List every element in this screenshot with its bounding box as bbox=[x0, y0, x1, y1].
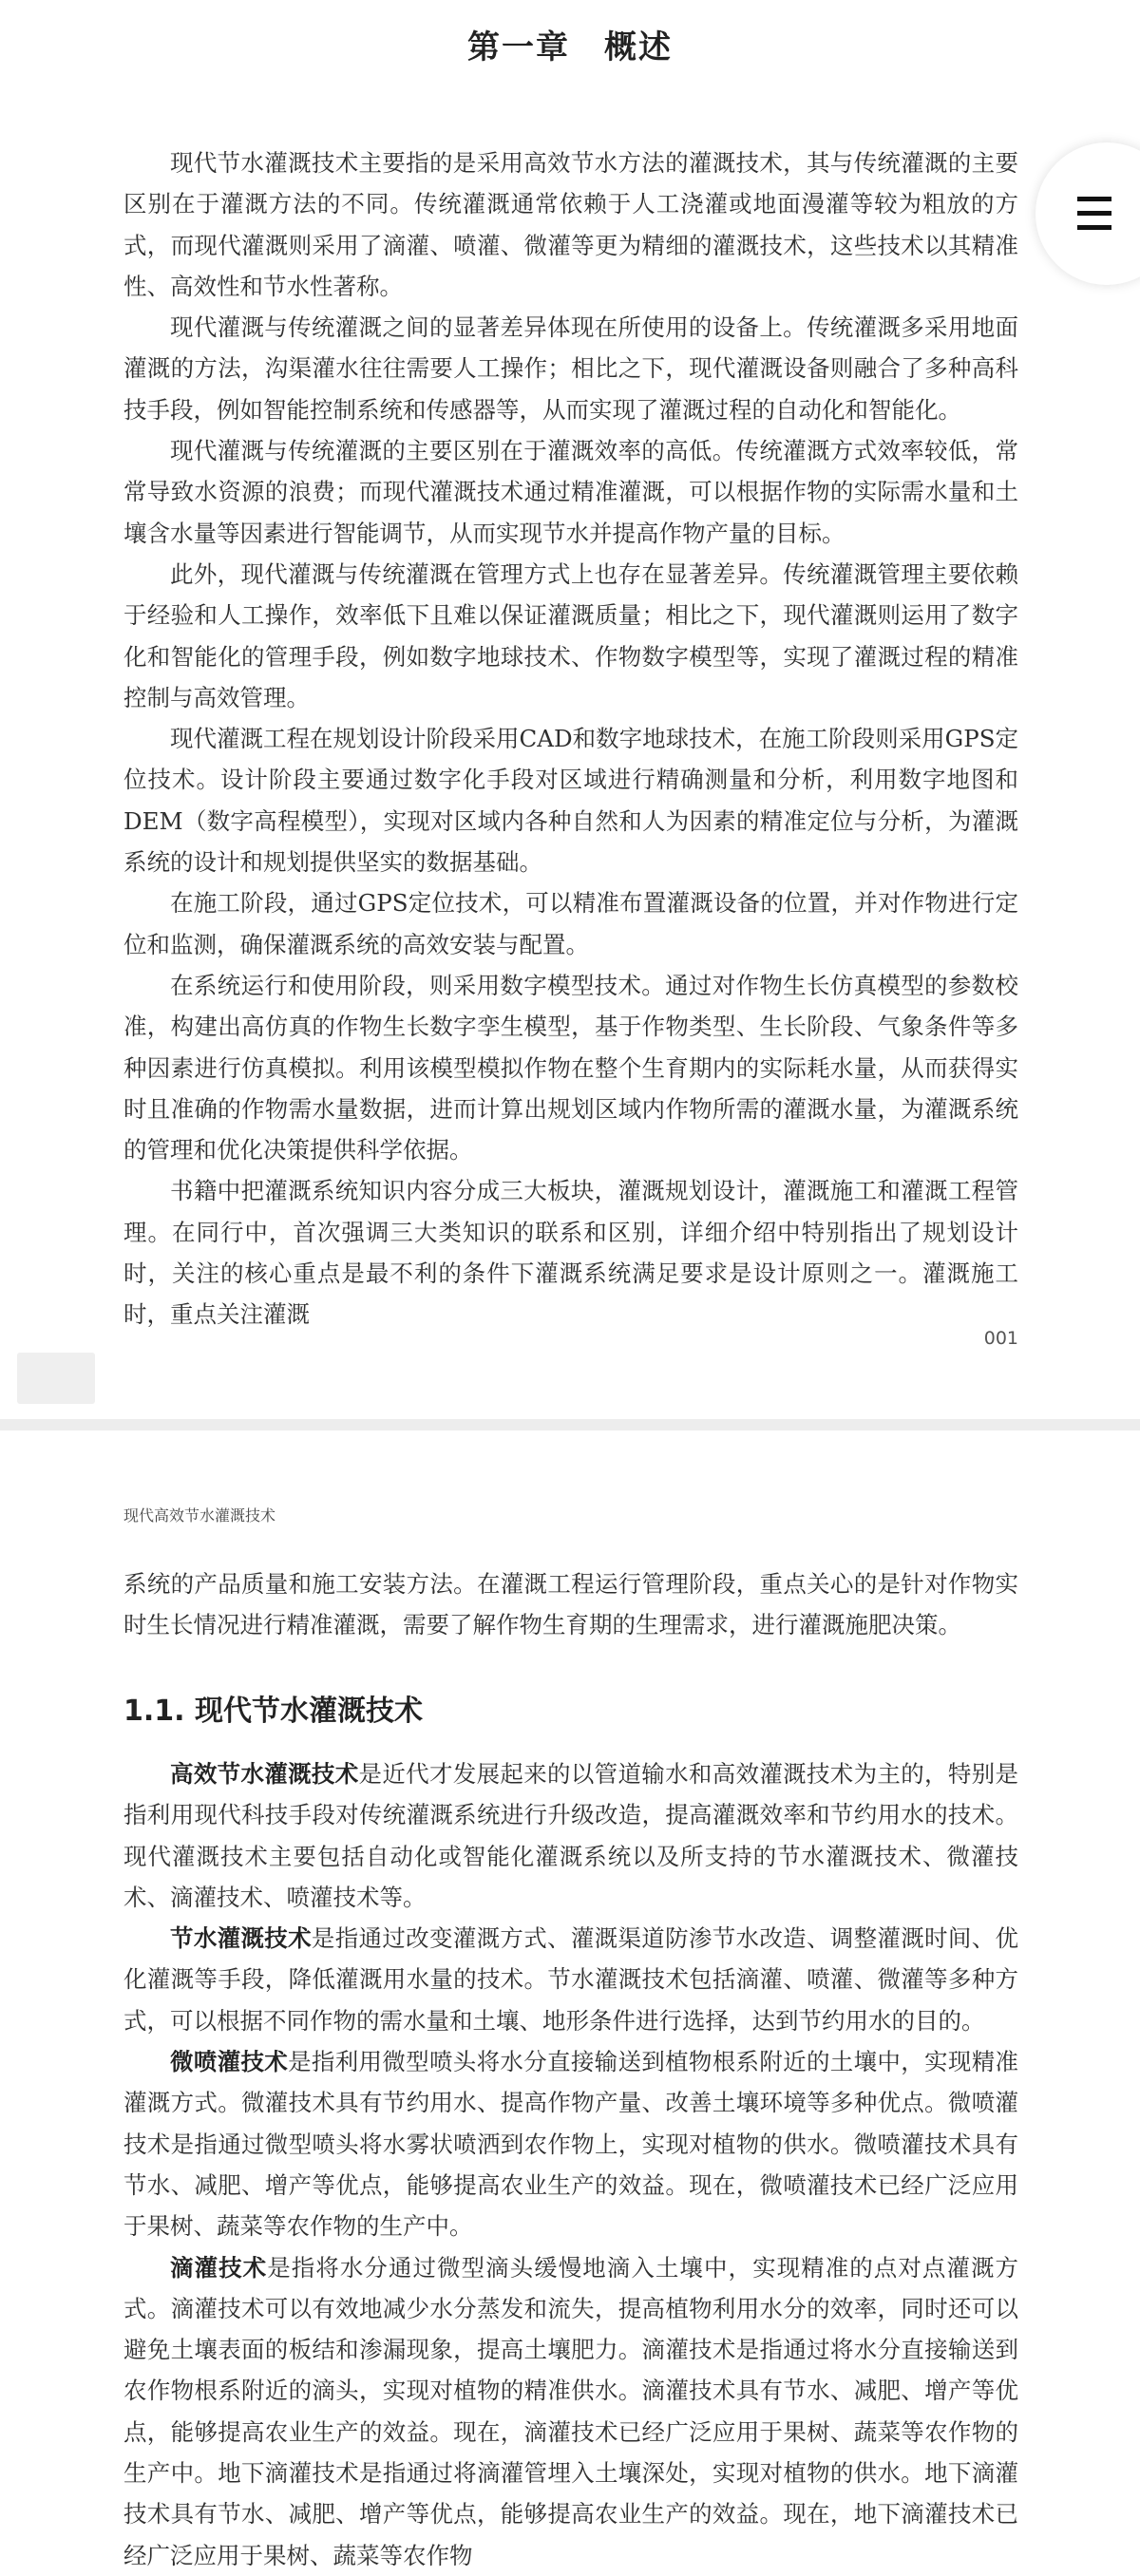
hamburger-menu-icon bbox=[1077, 196, 1112, 232]
paragraph: 现代灌溉工程在规划设计阶段采用CAD和数字地球技术，在施工阶段则采用GPS定位技术。设计阶段主要通过数字化手段对区域进行精确测量和分析，利用数字地图和DEM（数字高程模型），实现对区域内各种自然和人为因素的精准定位与分析，为灌溉系统的设计和规划提供坚实的数据基础。 bbox=[124, 725, 1018, 877]
paragraph: 此外，现代灌溉与传统灌溉在管理方式上也存在显著差异。传统灌溉管理主要依赖于经验和人工操作，效率低下且难以保证灌溉质量；相比之下，现代灌溉则运用了数字化和智能化的管理手段，例如数字地球技术、作物数字模型等，实现了灌溉过程的精准控制与高效管理。 bbox=[124, 559, 1018, 711]
paragraph: 书籍中把灌溉系统知识内容分成三大板块，灌溉规划设计，灌溉施工和灌溉工程管理。在同行中，首次强调三大类知识的联系和区别，详细介绍中特别指出了规划设计时，关注的核心重点是最不利的条件下灌溉系统满足要求是设计原则之一。灌溉施工时，重点关注灌溉 bbox=[124, 1177, 1018, 1329]
term-paragraph bbox=[124, 1918, 1018, 2041]
page-separator bbox=[0, 1419, 1140, 1430]
chapter-title: 第一章 概述 bbox=[467, 28, 673, 66]
term-text: 是近代才发展起来的以管道输水和高效灌溉技术为主的，特别是指利用现代科技手段对传统灌溉系统进行升级改造，提高灌溉效率和节约用水的技术。现代灌溉技术主要包括自动化或智能化灌溉系统以及所支持的节水灌溉技术、微灌技术、滴灌技术、喷灌技术等。 bbox=[124, 1760, 1018, 1911]
term-bold: 滴灌技术 bbox=[170, 2253, 268, 2282]
term-bold: 高效节水灌溉技术 bbox=[170, 1760, 359, 1788]
term-paragraph bbox=[124, 2041, 1018, 2246]
term-paragraph bbox=[124, 2247, 1018, 2576]
term-text: 是指利用微型喷头将水分直接输送到植物根系附近的土壤中，实现精准灌溉方式。微灌技术具有节约用水、提高作物产量、改善土壤环境等多种优点。微喷灌技术是指通过微型喷头将水雾状喷洒到农作物上，实现对植物的供水。微喷灌技术具有节水、减肥、增产等优点，能够提高农业生产的效益。现在，微喷灌技术已经广泛应用于果树、蔬菜等农作物的生产中。 bbox=[124, 2048, 1019, 2241]
menu-button[interactable] bbox=[1036, 142, 1140, 285]
paragraph: 系统的产品质量和施工安装方法。在灌溉工程运行管理阶段，重点关心的是针对作物实时生长情况进行精准灌溉，需要了解作物生育期的生理需求，进行灌溉施肥决策。 bbox=[124, 1570, 1018, 1639]
page-tab-placeholder bbox=[17, 1353, 95, 1404]
paragraph: 现代节水灌溉技术主要指的是采用高效节水方法的灌溉技术，其与传统灌溉的主要区别在于灌溉方法的不同。传统灌溉通常依赖于人工浇灌或地面漫灌等较为粗放的方式，而现代灌溉则采用了滴灌、喷灌、微灌等更为精细的灌溉技术，这些技术以其精准性、高效性和节水性著称。 bbox=[124, 149, 1018, 300]
running-header: 现代高效节水灌溉技术 bbox=[124, 1506, 276, 1525]
page2-continuation bbox=[124, 1563, 1018, 1646]
paragraph: 现代灌溉与传统灌溉之间的显著差异体现在所使用的设备上。传统灌溉多采用地面灌溉的方法，沟渠灌水往往需要人工操作；相比之下，现代灌溉设备则融合了多种高科技手段，例如智能控制系统和传感器等，从而实现了灌溉过程的自动化和智能化。 bbox=[124, 313, 1018, 424]
page1-body bbox=[124, 142, 1018, 1335]
paragraph: 现代灌溉与传统灌溉的主要区别在于灌溉效率的高低。传统灌溉方式效率较低，常常导致水资源的浪费；而现代灌溉技术通过精准灌溉，可以根据作物的实际需水量和土壤含水量等因素进行智能调节，从而实现节水并提高作物产量的目标。 bbox=[124, 437, 1018, 547]
term-bold: 节水灌溉技术 bbox=[170, 1924, 312, 1953]
paragraph: 在系统运行和使用阶段，则采用数字模型技术。通过对作物生长仿真模型的参数校准，构建出高仿真的作物生长数字孪生模型，基于作物类型、生长阶段、气象条件等多种因素进行仿真模拟。利用该模型模拟作物在整个生育期内的实际耗水量，从而获得实时且准确的作物需水量数据，进而计算出规划区域内作物所需的灌溉水量，为灌溉系统的管理和优化决策提供科学依据。 bbox=[124, 971, 1018, 1165]
paragraph: 在施工阶段，通过GPS定位技术，可以精准布置灌溉设备的位置，并对作物进行定位和监测，确保灌溉系统的高效安装与配置。 bbox=[124, 889, 1018, 958]
term-paragraph bbox=[124, 1753, 1018, 1918]
section-heading: 1.1. 现代节水灌溉技术 bbox=[124, 1695, 423, 1728]
term-text: 是指将水分通过微型滴头缓慢地滴入土壤中，实现精准的点对点灌溉方式。滴灌技术可以有效地减少水分蒸发和流失，提高植物利用水分的效率，同时还可以避免土壤表面的板结和渗漏现象，提高土壤肥力。滴灌技术是指通过将水分直接输送到农作物根系附近的滴头，实现对植物的精准供水。滴灌技术具有节水、减肥、增产等优点，能够提高农业生产的效益。现在，滴灌技术已经广泛应用于果树、蔬菜等农作物的生产中。地下滴灌技术是指通过将滴灌管埋入土壤深处，实现对植物的供水。地下滴灌技术具有节水、减肥、增产等优点，能够提高农业生产的效益。现在，地下滴灌技术已经广泛应用于果树、蔬菜等农作物 bbox=[124, 2253, 1019, 2569]
term-bold: 微喷灌技术 bbox=[170, 2048, 289, 2076]
term-text: 是指通过改变灌溉方式、灌溉渠道防渗节水改造、调整灌溉时间、优化灌溉等手段，降低灌溉用水量的技术。节水灌溉技术包括滴灌、喷灌、微灌等多种方式，可以根据不同作物的需水量和土壤、地形条件进行选择，达到节约用水的目的。 bbox=[124, 1924, 1019, 2035]
page2-body bbox=[124, 1753, 1018, 2576]
page-number: 001 bbox=[983, 1328, 1018, 1349]
